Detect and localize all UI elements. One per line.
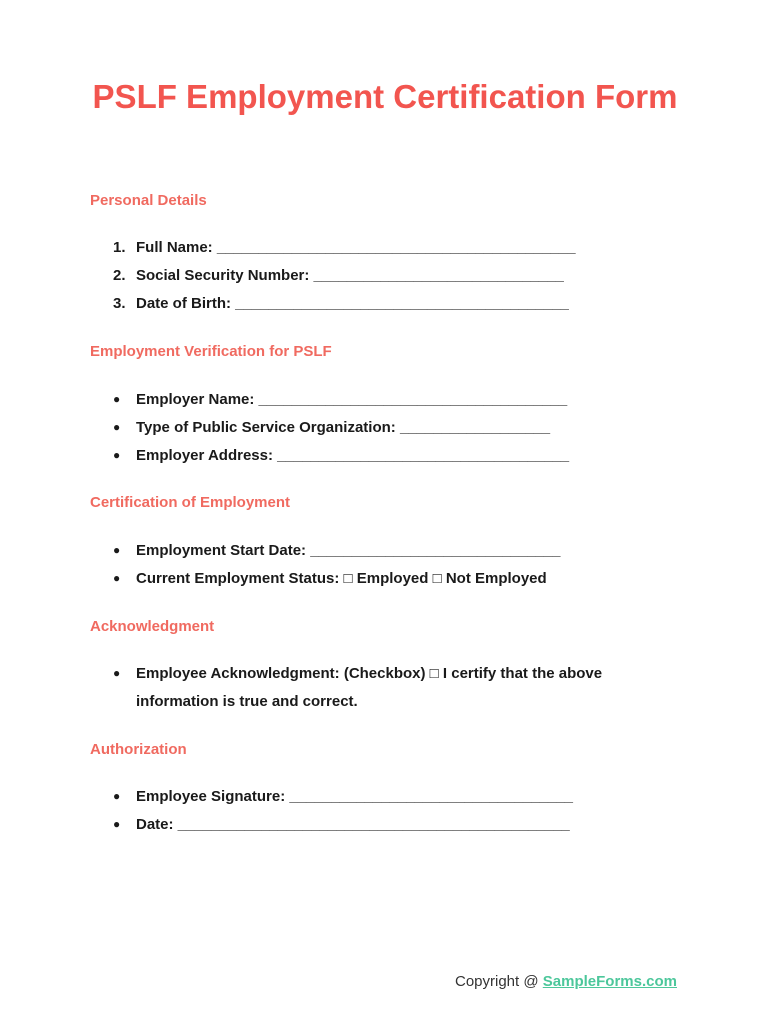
form-title: PSLF Employment Certification Form xyxy=(92,78,678,115)
list-item-ssn xyxy=(113,266,564,286)
list-item-full-name xyxy=(113,238,576,258)
bullet-icon: ● xyxy=(113,817,121,831)
section-heading-authorization: Authorization xyxy=(90,741,187,758)
copyright-text: Copyright @ xyxy=(455,973,543,990)
bullet-icon: ● xyxy=(113,666,121,680)
list-item-text: Employer Address: ___________________________________ xyxy=(136,447,570,464)
list-item-employee-signature xyxy=(113,787,573,807)
list-item-employment-status xyxy=(113,569,547,589)
section-heading-certification: Certification of Employment xyxy=(90,494,291,511)
list-item-employee-acknowledgment xyxy=(113,664,602,684)
list-item-text: Current Employment Status: □ Employed □ Not Employed xyxy=(136,570,547,587)
list-number: 3. xyxy=(113,295,126,312)
list-item-employer-address xyxy=(113,446,569,466)
list-number: 1. xyxy=(113,239,126,256)
section-heading-employment-verification: Employment Verification for PSLF xyxy=(90,343,332,360)
bullet-icon: ● xyxy=(113,392,121,406)
list-item-text: Employee Signature: __________________________________ xyxy=(136,788,574,805)
list-item-continuation: information is true and correct. xyxy=(136,693,358,710)
list-item-employer-name xyxy=(113,390,567,410)
list-item-organization-type xyxy=(113,418,550,438)
section-heading-personal-details: Personal Details xyxy=(90,192,207,209)
list-item-text: Date of Birth: ________________________________________ xyxy=(136,295,569,312)
list-item-date xyxy=(113,815,570,835)
list-item-text: Type of Public Service Organization: __________________ xyxy=(136,419,551,436)
bullet-icon: ● xyxy=(113,571,121,585)
list-item-text: Employee Acknowledgment: (Checkbox) □ I certify that the above xyxy=(136,665,603,682)
list-item-text: Social Security Number: ______________________________ xyxy=(136,267,564,284)
list-item-text: Date: _______________________________________________ xyxy=(136,816,570,833)
list-number: 2. xyxy=(113,267,126,284)
bullet-icon: ● xyxy=(113,543,121,557)
list-item-start-date xyxy=(113,541,560,561)
list-item-date-of-birth xyxy=(113,294,569,314)
bullet-icon: ● xyxy=(113,420,121,434)
list-item-text: Employer Name: _____________________________________ xyxy=(136,391,568,408)
section-heading-acknowledgment: Acknowledgment xyxy=(90,618,215,635)
copyright-footer xyxy=(455,972,677,992)
list-item-text: Full Name: ___________________________________________ xyxy=(136,239,576,256)
bullet-icon: ● xyxy=(113,448,121,462)
list-item-text: Employment Start Date: ______________________________ xyxy=(136,542,561,559)
bullet-icon: ● xyxy=(113,789,121,803)
brand-link[interactable]: SampleForms.com xyxy=(542,973,677,990)
